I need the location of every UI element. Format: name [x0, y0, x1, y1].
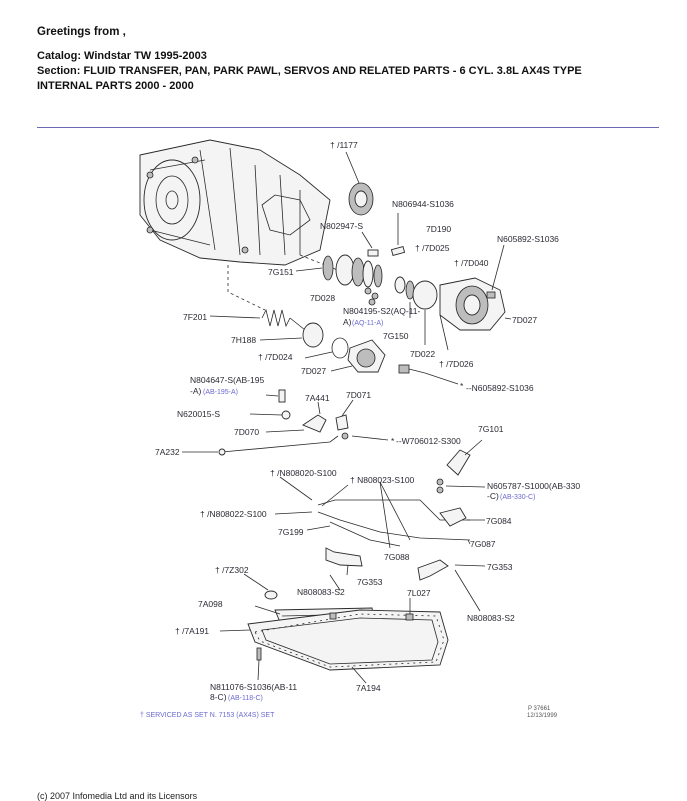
part-7f201-spring	[210, 310, 305, 330]
label-7d027a: 7D027	[512, 315, 538, 325]
label-7d071: 7D071	[346, 390, 372, 400]
label-n806944: N806944-S1036	[392, 199, 454, 209]
label-7d070: 7D070	[234, 427, 260, 437]
part-7d024-snapring	[332, 338, 348, 358]
part-7d025-7d190	[395, 245, 511, 330]
part-n804647	[279, 390, 285, 402]
part-w706012	[342, 433, 348, 439]
label-7g353a: 7G353	[357, 577, 383, 587]
label-7d025: † /7D025	[415, 243, 450, 253]
label-7h188: 7H188	[231, 335, 257, 345]
label-7g084: 7G084	[486, 516, 512, 526]
label-7l027: 7L027	[407, 588, 431, 598]
label-n804647b: -A)	[190, 386, 202, 396]
label-7d027b: 7D027	[301, 366, 327, 376]
label-7g087: 7G087	[470, 539, 496, 549]
label-7g199: 7G199	[278, 527, 304, 537]
label-n804195: N804195-S2(AQ-11-	[343, 306, 421, 316]
label-n811076-faint: (AB-118-C)	[228, 695, 263, 702]
part-7z302	[265, 591, 277, 599]
label-7d024: † /7D024	[258, 352, 293, 362]
label-n808083a: N808083-S2	[297, 587, 345, 597]
part-7a441-rod	[266, 400, 353, 432]
label-n804195-faint: (AQ-11-A)	[352, 320, 384, 327]
svg-text:*: *	[391, 436, 395, 446]
part-n802947	[368, 250, 378, 256]
part-7h188-piston	[260, 323, 323, 347]
label-n811076: N811076-S1036(AB-11	[210, 682, 298, 692]
label-7a232: 7A232	[155, 447, 180, 457]
label-n605892b: --N605892-S1036	[466, 383, 534, 393]
part-7a232-rod	[182, 436, 338, 455]
part-7g101-bracket	[437, 440, 485, 493]
label-7a098: 7A098	[198, 599, 223, 609]
label-n605787: N605787-S1000(AB-330	[487, 481, 581, 491]
label-n605892a: N605892-S1036	[497, 234, 559, 244]
label-7g101: 7G101	[478, 424, 504, 434]
label-7z302: † /7Z302	[215, 565, 249, 575]
label-7d022: 7D022	[410, 349, 436, 359]
figure-id: P 37661	[528, 706, 551, 712]
label-7d028: 7D028	[310, 293, 336, 303]
catalog-title: Catalog: Windstar TW 1995-2003	[37, 50, 207, 62]
label-n804647: N804647-S(AB-195	[190, 375, 265, 385]
part-n620015	[282, 411, 290, 419]
label-n808022: † /N808022-S100	[200, 509, 267, 519]
label-7d026: † /7D026	[439, 359, 474, 369]
label-7d040: † /7D040	[454, 258, 489, 268]
label-1177: † /1177	[330, 140, 358, 150]
label-n808083b: N808083-S2	[467, 613, 515, 623]
label-w706012: --W706012-S300	[396, 436, 461, 446]
part-7d027-cover	[331, 340, 385, 372]
label-7f201: 7F201	[183, 312, 208, 322]
part-1177	[346, 152, 373, 215]
figure-date: 12/13/1999	[527, 713, 558, 719]
label-n620015: N620015-S	[177, 409, 221, 419]
label-7g151: 7G151	[268, 267, 294, 277]
part-n806944	[391, 247, 404, 256]
label-7g353b: 7G353	[487, 562, 513, 572]
part-n811076-bolt	[257, 648, 261, 680]
label-7a191: † /7A191	[175, 626, 210, 636]
transmission-housing	[140, 140, 350, 310]
label-n605787b: -C)	[487, 491, 499, 501]
serviced-as-set-note: † SERVICED AS SET N. 7153 (AX4S) SET	[140, 712, 275, 719]
section-title: Section: FLUID TRANSFER, PAN, PARK PAWL, SERVOS AND RELATED PARTS - 6 CYL. 3.8L AX4S TYPE	[37, 65, 582, 77]
label-n804647-faint: (AB-195-A)	[203, 389, 239, 396]
part-7g151-assembly	[296, 255, 382, 287]
label-n808020: † /N808020-S100	[270, 468, 337, 478]
label-n605787-faint: (AB-330-C)	[500, 494, 536, 501]
label-n802947: N802947-S	[320, 221, 364, 231]
internal-parts-title: INTERNAL PARTS 2000 - 2000	[37, 80, 194, 92]
label-7g088: 7G088	[384, 552, 410, 562]
part-tubes	[275, 477, 485, 548]
label-n804195b: A)	[343, 317, 352, 327]
label-7a194: 7A194	[356, 683, 381, 693]
label-n811076b: 8-C)	[210, 692, 227, 702]
label-7g150: 7G150	[383, 331, 409, 341]
copyright-footer: (c) 2007 Infomedia Ltd and its Licensors	[37, 791, 198, 801]
label-7d190: 7D190	[426, 224, 452, 234]
label-n808023: † N808023-S100	[350, 475, 415, 485]
label-7a441: 7A441	[305, 393, 330, 403]
svg-text:*: *	[460, 381, 464, 391]
greeting-text: Greetings from ,	[37, 26, 126, 38]
